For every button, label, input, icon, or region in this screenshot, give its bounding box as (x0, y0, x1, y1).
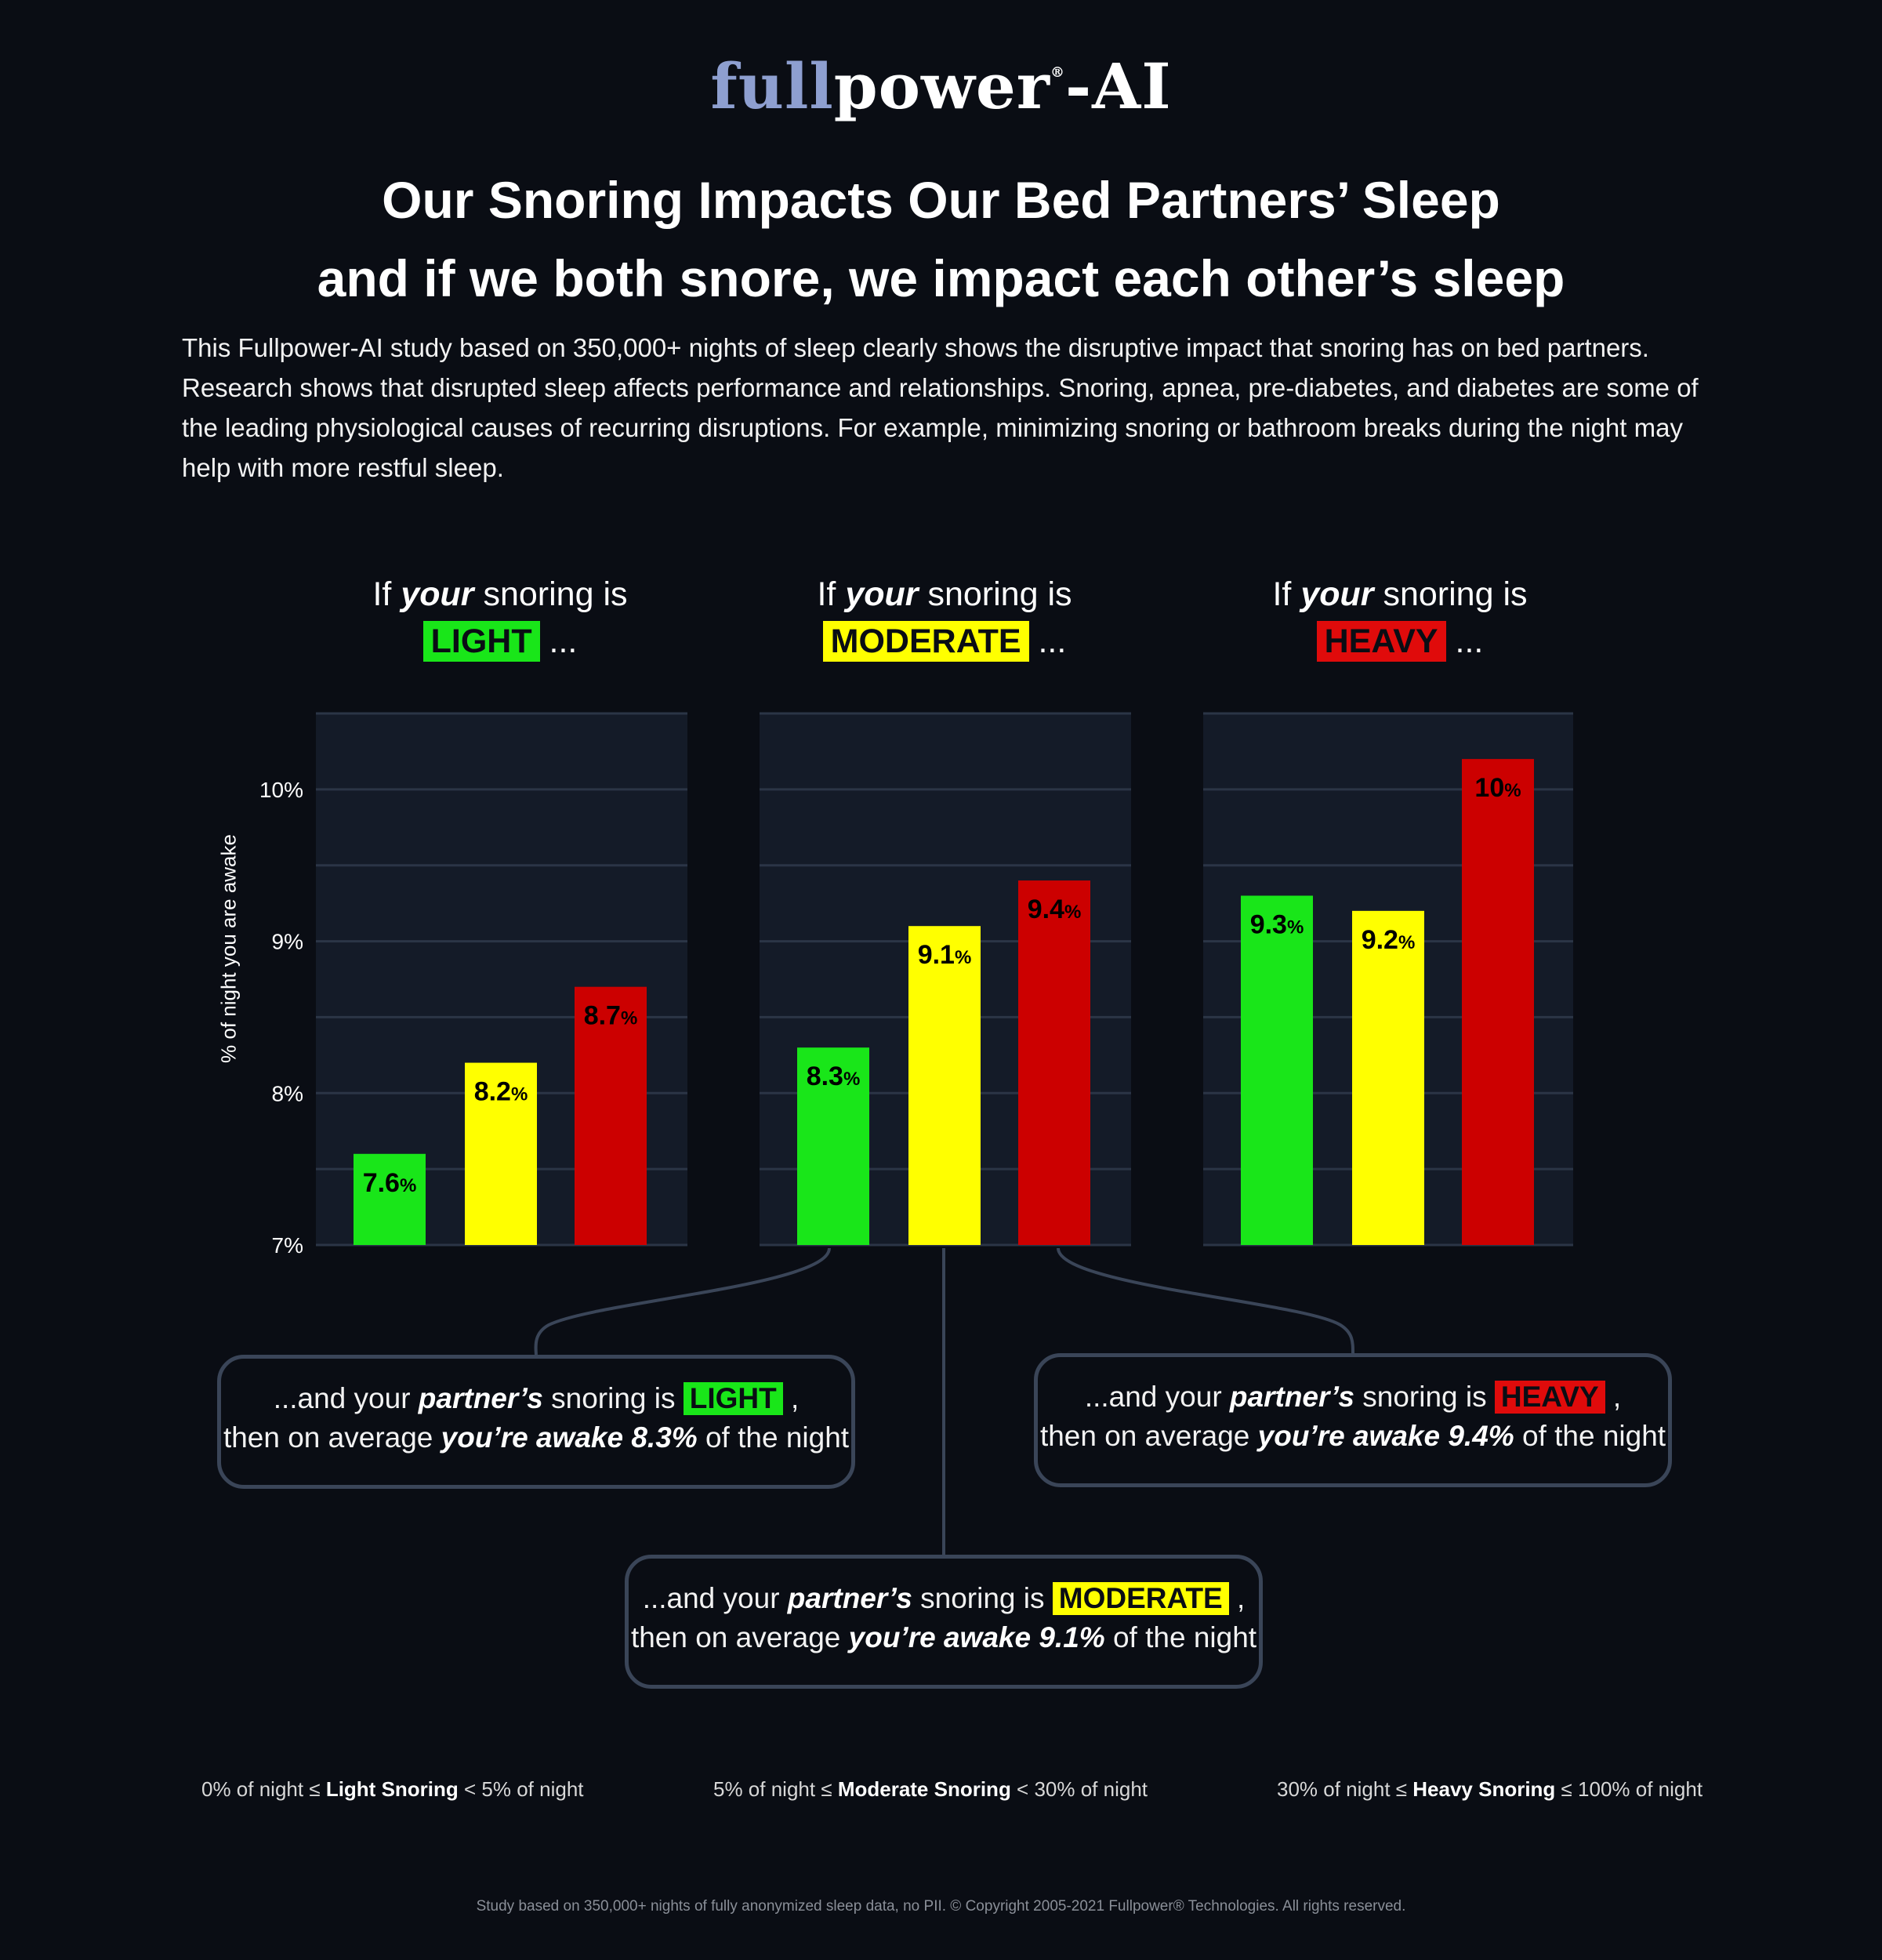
bar (1352, 911, 1424, 1245)
callout-partner-light: ...and your partner’s snoring is LIGHT , then on average you’re awake 8.3% of the night (217, 1355, 855, 1489)
footer-copyright: Study based on 350,000+ nights of fully anonymized sleep data, no PII. © Copyright 2005-2021 Fullpower® Technologies. All rights reserved. (476, 1898, 1406, 1915)
tag-light: LIGHT (423, 621, 540, 662)
data-label: 9.3% (1249, 909, 1304, 940)
data-label: 9.4% (1027, 895, 1082, 925)
bar (1018, 880, 1090, 1245)
data-label: 10% (1474, 773, 1521, 804)
intro-paragraph: This Fullpower-AI study based on 350,000+ nights of sleep clearly shows the disruptive impact that snoring has on bed partners. Research shows that disrupted sleep affects performance and relationships. Snoring, apnea, pre-diabetes, and diabetes are some of the leading physiological causes of recurring disruptions. For example, minimizing snoring or bathroom breaks during the night may help with more restful sleep. (182, 333, 1699, 482)
panel-heading-moderate: If your snoring is MODERATE ... (817, 575, 1072, 660)
tag-moderate: MODERATE (823, 621, 1029, 662)
tag-heavy: HEAVY (1317, 621, 1446, 662)
data-label: 8.3% (806, 1062, 861, 1092)
connector-heavy (1058, 1248, 1353, 1353)
data-label: 9.2% (1361, 924, 1416, 955)
bar (1462, 759, 1534, 1245)
callout-partner-moderate: ...and your partner’s snoring is MODERATE , then on average you’re awake 9.1% of the night (625, 1555, 1263, 1689)
panel-heading-light: If your snoring is LIGHT ... (372, 575, 628, 660)
data-label: 8.7% (583, 1000, 638, 1031)
definition-heavy: 30% of night ≤ Heavy Snoring ≤ 100% of night (1277, 1777, 1703, 1801)
connector-light (536, 1248, 829, 1355)
bar (1241, 895, 1313, 1245)
data-label: 8.2% (473, 1076, 528, 1107)
definition-moderate: 5% of night ≤ Moderate Snoring < 30% of night (713, 1777, 1148, 1801)
y-tick-label: 8% (271, 1081, 303, 1106)
data-label: 9.1% (917, 940, 972, 971)
callout-partner-heavy: ...and your partner’s snoring is HEAVY , then on average you’re awake 9.4% of the night (1034, 1353, 1672, 1487)
panel-heading-heavy: If your snoring is HEAVY ... (1272, 575, 1528, 660)
data-label: 7.6% (362, 1167, 417, 1198)
y-tick-label: 10% (259, 777, 303, 802)
bar (908, 926, 981, 1245)
y-tick-label: 7% (271, 1233, 303, 1258)
y-tick-label: 9% (271, 929, 303, 954)
title-line-2: and if we both snore, we impact each other’s sleep (317, 249, 1565, 307)
title-line-1: Our Snoring Impacts Our Bed Partners’ Sleep (382, 171, 1500, 229)
definition-light: 0% of night ≤ Light Snoring < 5% of night (201, 1777, 584, 1801)
brand-logo: fullpower®-AI (710, 49, 1172, 123)
